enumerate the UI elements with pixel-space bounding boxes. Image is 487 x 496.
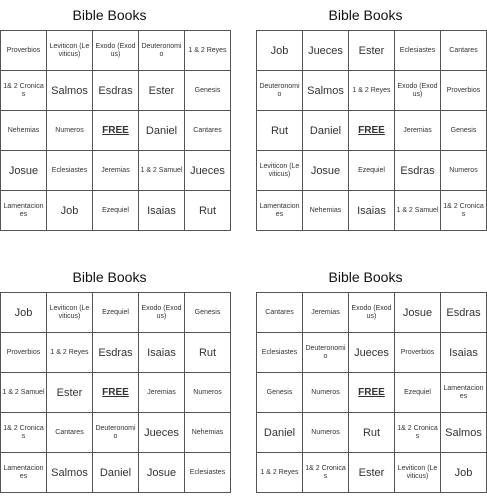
bingo-cell: Eclesiastes bbox=[395, 31, 441, 71]
bingo-cell: Salmos bbox=[47, 453, 93, 493]
card-title: Bible Books bbox=[328, 269, 403, 285]
bingo-cell: Numeros bbox=[185, 373, 231, 413]
bingo-cell: Numeros bbox=[47, 111, 93, 151]
grid-row bbox=[1, 333, 231, 373]
grid-row bbox=[1, 31, 231, 71]
bingo-cell: Deuteronomio bbox=[139, 31, 185, 71]
card-title: Bible Books bbox=[72, 7, 147, 23]
bingo-card-4 bbox=[256, 262, 484, 493]
bingo-cell: Job bbox=[1, 293, 47, 333]
bingo-cell: Lamentaciones bbox=[1, 453, 47, 493]
bingo-cell: Genesis bbox=[185, 293, 231, 333]
bingo-cell: 1 & 2 Reyes bbox=[47, 333, 93, 373]
bingo-cell: Isaias bbox=[441, 333, 487, 373]
bingo-cell: Rut bbox=[349, 413, 395, 453]
bingo-cell: Rut bbox=[185, 333, 231, 373]
bingo-cell: Nehemias bbox=[303, 191, 349, 231]
bingo-cell: Ezequiel bbox=[395, 373, 441, 413]
grid-row bbox=[257, 373, 487, 413]
grid-row bbox=[1, 413, 231, 453]
bingo-cell: Proverbios bbox=[1, 333, 47, 373]
bingo-cell: 1 & 2 Samuel bbox=[139, 151, 185, 191]
grid-row bbox=[1, 191, 231, 231]
bingo-cell: 1& 2 Cronicas bbox=[441, 191, 487, 231]
bingo-cell: Numeros bbox=[441, 151, 487, 191]
bingo-cell: Exodo (Exodus) bbox=[93, 31, 139, 71]
bingo-cell: Deuteronomio bbox=[303, 333, 349, 373]
bingo-cell: Jeremias bbox=[139, 373, 185, 413]
bingo-cell: Eclesiastes bbox=[47, 151, 93, 191]
bingo-cell: Lamentaciones bbox=[1, 191, 47, 231]
card-title: Bible Books bbox=[72, 269, 147, 285]
bingo-cell: Proverbios bbox=[1, 31, 47, 71]
free-space: FREE bbox=[93, 373, 139, 413]
bingo-cell: 1 & 2 Reyes bbox=[349, 71, 395, 111]
bingo-cell: Isaias bbox=[349, 191, 395, 231]
bingo-cell: Genesis bbox=[257, 373, 303, 413]
grid-row bbox=[1, 293, 231, 333]
grid-row bbox=[257, 31, 487, 71]
bingo-cell: Jeremias bbox=[93, 151, 139, 191]
bingo-cell: Ester bbox=[349, 453, 395, 493]
bingo-cell: Daniel bbox=[139, 111, 185, 151]
bingo-cell: Cantares bbox=[257, 293, 303, 333]
grid-row bbox=[257, 413, 487, 453]
bingo-cell: Isaias bbox=[139, 333, 185, 373]
bingo-cell: Ester bbox=[139, 71, 185, 111]
bingo-cell: Daniel bbox=[257, 413, 303, 453]
bingo-cell: Rut bbox=[185, 191, 231, 231]
bingo-cell: Josue bbox=[1, 151, 47, 191]
grid-row bbox=[257, 453, 487, 493]
bingo-cell: 1 & 2 Reyes bbox=[185, 31, 231, 71]
bingo-cell: Jueces bbox=[139, 413, 185, 453]
grid-row bbox=[257, 71, 487, 111]
bingo-cell: 1 & 2 Samuel bbox=[395, 191, 441, 231]
bingo-grid bbox=[0, 30, 231, 231]
bingo-card-1 bbox=[0, 0, 227, 231]
card-title: Bible Books bbox=[328, 7, 403, 23]
free-space: FREE bbox=[349, 111, 395, 151]
bingo-cell: Esdras bbox=[441, 293, 487, 333]
bingo-cell: Salmos bbox=[303, 71, 349, 111]
bingo-cell: Proverbios bbox=[441, 71, 487, 111]
bingo-cell: Leviticon (Leviticus) bbox=[257, 151, 303, 191]
grid-row bbox=[257, 151, 487, 191]
grid-row bbox=[257, 111, 487, 151]
bingo-cell: Leviticon (Leviticus) bbox=[47, 293, 93, 333]
bingo-cell: Salmos bbox=[441, 413, 487, 453]
bingo-cell: Jueces bbox=[303, 31, 349, 71]
bingo-grid bbox=[256, 30, 487, 231]
bingo-cell: Lamentaciones bbox=[441, 373, 487, 413]
bingo-cell: 1& 2 Cronicas bbox=[1, 71, 47, 111]
grid-row bbox=[1, 111, 231, 151]
bingo-cell: 1& 2 Cronicas bbox=[303, 453, 349, 493]
bingo-cell: Nehemias bbox=[185, 413, 231, 453]
bingo-cell: Genesis bbox=[441, 111, 487, 151]
bingo-cell: Leviticon (Leviticus) bbox=[47, 31, 93, 71]
bingo-cell: Jeremias bbox=[395, 111, 441, 151]
bingo-cell: Cantares bbox=[185, 111, 231, 151]
bingo-card-3 bbox=[0, 262, 226, 493]
bingo-cell: Ezequiel bbox=[93, 191, 139, 231]
bingo-cell: Cantares bbox=[47, 413, 93, 453]
bingo-cell: Exodo (Exodus) bbox=[139, 293, 185, 333]
grid-row bbox=[257, 293, 487, 333]
bingo-cell: Genesis bbox=[185, 71, 231, 111]
grid-row bbox=[1, 71, 231, 111]
bingo-cell: 1& 2 Cronicas bbox=[395, 413, 441, 453]
bingo-cell: Esdras bbox=[93, 333, 139, 373]
bingo-cell: Numeros bbox=[303, 373, 349, 413]
bingo-cell: Job bbox=[257, 31, 303, 71]
bingo-cell: Job bbox=[441, 453, 487, 493]
bingo-cell: Numeros bbox=[303, 413, 349, 453]
bingo-cell: Exodo (Exodus) bbox=[395, 71, 441, 111]
free-space: FREE bbox=[93, 111, 139, 151]
bingo-cell: Cantares bbox=[441, 31, 487, 71]
bingo-grid bbox=[256, 292, 487, 493]
bingo-cell: Nehemias bbox=[1, 111, 47, 151]
bingo-cell: Proverbios bbox=[395, 333, 441, 373]
bingo-cell: 1& 2 Cronicas bbox=[1, 413, 47, 453]
bingo-cell: Josue bbox=[303, 151, 349, 191]
bingo-cell: Daniel bbox=[93, 453, 139, 493]
grid-row bbox=[1, 453, 231, 493]
bingo-cell: Isaias bbox=[139, 191, 185, 231]
bingo-grid bbox=[0, 292, 231, 493]
bingo-cell: Ester bbox=[349, 31, 395, 71]
bingo-cell: Jueces bbox=[185, 151, 231, 191]
bingo-cell: Eclesiastes bbox=[257, 333, 303, 373]
bingo-cell: Jeremias bbox=[303, 293, 349, 333]
grid-row bbox=[1, 151, 231, 191]
bingo-cell: Leviticon (Leviticus) bbox=[395, 453, 441, 493]
bingo-cell: Ester bbox=[47, 373, 93, 413]
bingo-cell: Daniel bbox=[303, 111, 349, 151]
bingo-cell: Deuteronomio bbox=[257, 71, 303, 111]
bingo-cell: Exodo (Exodus) bbox=[349, 293, 395, 333]
bingo-cell: Josue bbox=[395, 293, 441, 333]
bingo-cell: 1 & 2 Reyes bbox=[257, 453, 303, 493]
bingo-cell: Lamentaciones bbox=[257, 191, 303, 231]
bingo-cell: Salmos bbox=[47, 71, 93, 111]
bingo-cell: Jueces bbox=[349, 333, 395, 373]
bingo-cell: Ezequiel bbox=[349, 151, 395, 191]
grid-row bbox=[257, 333, 487, 373]
grid-row bbox=[1, 373, 231, 413]
bingo-cell: Esdras bbox=[395, 151, 441, 191]
bingo-cell: Deuteronomio bbox=[93, 413, 139, 453]
bingo-cell: Rut bbox=[257, 111, 303, 151]
bingo-cell: Ezequiel bbox=[93, 293, 139, 333]
free-space: FREE bbox=[349, 373, 395, 413]
bingo-card-2 bbox=[256, 0, 484, 231]
bingo-cell: Esdras bbox=[93, 71, 139, 111]
bingo-cell: Josue bbox=[139, 453, 185, 493]
bingo-cell: Job bbox=[47, 191, 93, 231]
bingo-cell: Eclesiastes bbox=[185, 453, 231, 493]
bingo-cell: 1 & 2 Samuel bbox=[1, 373, 47, 413]
grid-row bbox=[257, 191, 487, 231]
